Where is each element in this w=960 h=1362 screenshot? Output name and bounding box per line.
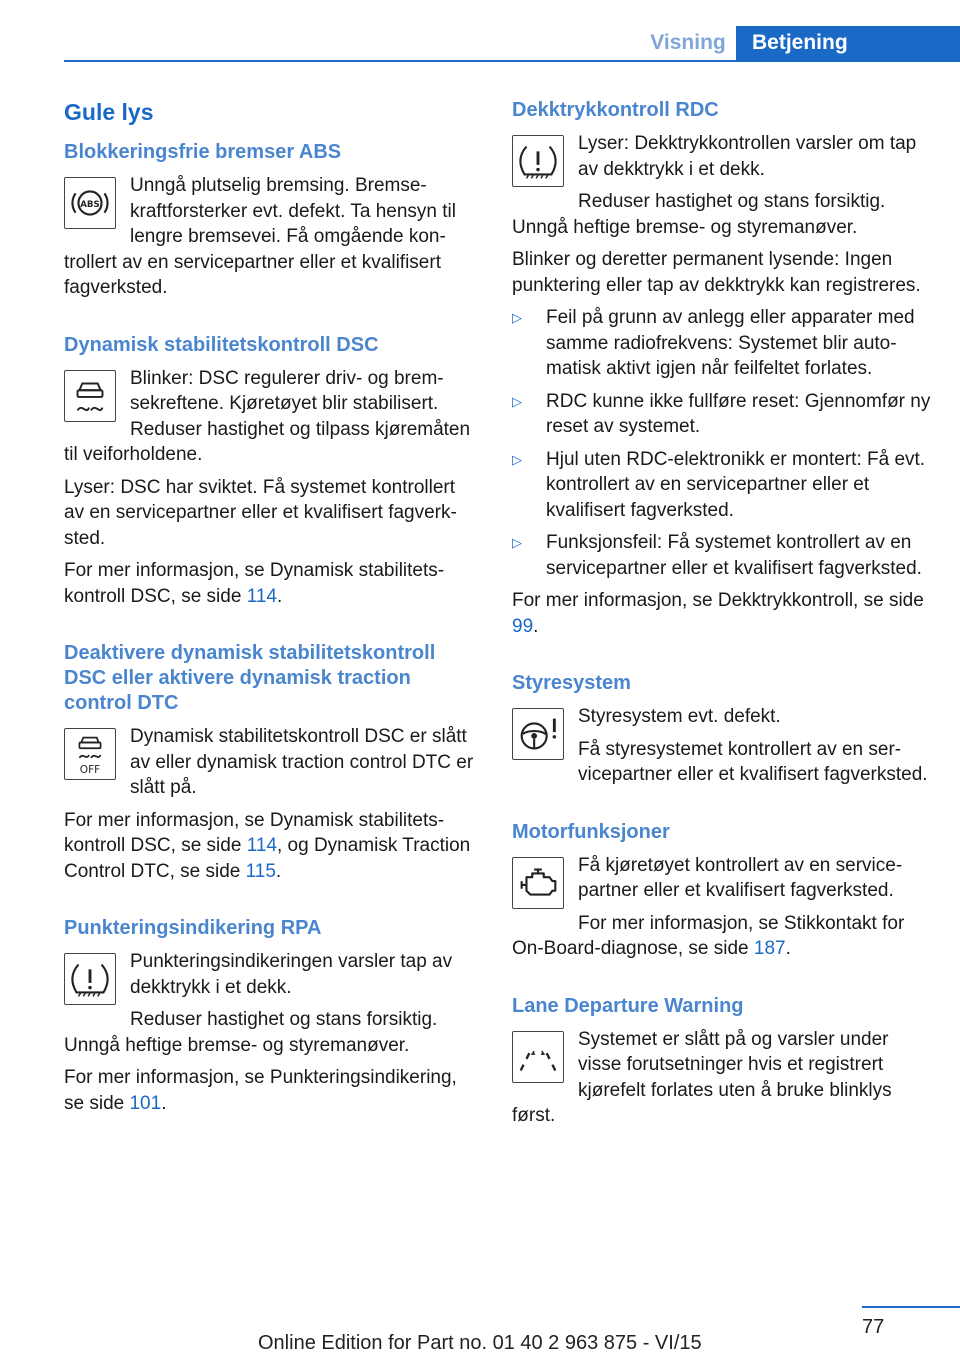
rpa-text-2: Reduser hastighet og stans forsiktig. Unngå heftige bremse- og styremanøver.	[64, 1009, 438, 1056]
list-item-text: Feil på grunn av anlegg eller apparater med samme radiofrekvens: Systemet blir automatisk aktivt igjen når feilfeltet forlates.	[546, 307, 915, 379]
abs-warning-icon	[64, 177, 116, 229]
rdc-block	[512, 98, 932, 639]
steering-title: Styresystem	[512, 672, 631, 694]
dsc-car-skid-icon	[64, 370, 116, 422]
list-item	[512, 389, 932, 440]
dsc-title: Dynamisk stabilitetskontroll DSC	[64, 333, 379, 356]
rpa-page-link[interactable]: 101	[129, 1092, 162, 1114]
list-item-text: Funksjonsfeil: Få systemet kontrollert av en servicepartner eller et kvalifisert fagverksted.	[546, 532, 922, 579]
dsc-page-link[interactable]: 114	[246, 585, 277, 607]
svg-text:ABS: ABS	[80, 199, 100, 210]
dsc-off-text-2-mid: , og Dynamisk Traction Control DTC, se side	[64, 835, 471, 882]
rdc-text-4-pre: For mer informasjon, se Dekktrykkontroll, se side	[512, 590, 924, 611]
list-item-text: RDC kunne ikke fullføre reset: Gjennomfør ny reset av systemet.	[546, 390, 931, 437]
dsc-text-3-post: .	[276, 585, 283, 607]
tire-pressure-warning-icon	[64, 953, 116, 1005]
steering-text-1: Styresystem evt. defekt.	[578, 706, 781, 727]
dsc-off-page-link-1[interactable]: 114	[246, 835, 277, 856]
dsc-off-text-2-post: .	[275, 860, 282, 882]
list-item	[512, 305, 932, 382]
steering-block	[512, 671, 932, 788]
rdc-page-link[interactable]: 99	[512, 615, 534, 637]
dsc-text-3	[64, 558, 480, 609]
left-column	[64, 98, 480, 1148]
dsc-off-block	[64, 641, 480, 884]
steering-text-2: Få styresystemet kontrollert av en servicepartner eller et kvalifisert fagverksted.	[578, 738, 928, 785]
header-rule	[64, 60, 960, 62]
list-item	[512, 447, 932, 524]
dsc-off-text-1: Dynamisk stabilitetskontroll DSC er slått av eller dynamisk traction control DTC er slått på.	[130, 726, 474, 798]
engine-text-2-post: .	[785, 938, 791, 959]
rpa-title: Punkteringsindikering RPA	[64, 917, 322, 939]
list-item-text: Hjul uten RDC-elektronikk er montert: Få evt. kontrollert av en servicepartner eller et kvalifisert fagverksted.	[546, 448, 926, 521]
triangle-bullet-icon: ▷	[512, 310, 522, 325]
rdc-tire-pressure-icon	[512, 135, 564, 187]
rdc-text-2: Reduser hastighet og stans forsiktig. Unngå heftige bremse- og styremanøver.	[512, 191, 886, 238]
dsc-off-text-2-pre: For mer informasjon, se Dynamisk stabilitetskontroll DSC, se side	[64, 809, 445, 856]
footer-rule	[862, 1306, 960, 1308]
rpa-text-3	[64, 1065, 480, 1116]
engine-text-2-pre: For mer informasjon, se Stikkontakt for On-Board-diagnose, se side	[512, 912, 905, 959]
engine-title: Motorfunksjoner	[512, 820, 670, 843]
abs-title: Blokkeringsfrie bremser ABS	[64, 141, 342, 163]
rdc-title: Dekktrykkontroll RDC	[512, 99, 719, 121]
dsc-text-3-pre: For mer informasjon, se Dynamisk stabilitetskontroll DSC, se side	[64, 560, 445, 607]
steering-wheel-warning-icon	[512, 708, 564, 760]
dsc-off-page-link-2[interactable]: 115	[245, 860, 276, 882]
rdc-text-4-post: .	[533, 615, 539, 637]
check-engine-icon	[512, 857, 564, 909]
ldw-title: Lane Departure Warning	[512, 994, 744, 1017]
abs-block	[64, 140, 480, 301]
rdc-bullet-list	[512, 305, 932, 581]
header-tab-betjening[interactable]: Betjening	[736, 26, 960, 60]
svg-text:OFF: OFF	[79, 764, 101, 777]
triangle-bullet-icon: ▷	[512, 535, 522, 550]
dsc-text-1: Blinker: DSC regulerer driv- og bremsekreftene. Kjøretøyet blir stabilisert. Reduser hastighet og tilpass kjøremåten til veiforholdene.	[64, 367, 471, 465]
list-item	[512, 530, 932, 581]
dsc-off-icon	[64, 728, 116, 780]
triangle-bullet-icon: ▷	[512, 451, 522, 467]
rdc-text-3: Blinker og deretter permanent lysende: Ingen punktering eller tap av dekktrykk kan registreres.	[512, 249, 921, 296]
rpa-block	[64, 916, 480, 1116]
abs-text: Unngå plutselig bremsing. Bremsekraftforsterker evt. defekt. Ta hensyn til lengre bremsevei. Få omgående kontrollert av en servicepartner eller et kvalifisert fagverksted.	[64, 175, 456, 298]
rdc-text-1: Lyser: Dekktrykkontrollen varsler om tap av dekktrykk i et dekk.	[578, 133, 917, 180]
dsc-text-2: Lyser: DSC har sviktet. Få systemet kontrollert av en servicepartner eller et kvalifisert fagverksted.	[64, 476, 457, 549]
ldw-block	[512, 994, 932, 1129]
header-tab-visning[interactable]: Visning	[650, 31, 726, 54]
right-column	[512, 98, 932, 1161]
rpa-text-3-pre: For mer informasjon, se Punkteringsindikering, se side	[64, 1067, 457, 1114]
engine-text-1: Få kjøretøyet kontrollert av en servicepartner eller et kvalifisert fagverksted.	[578, 854, 903, 901]
rpa-text-3-post: .	[161, 1092, 167, 1114]
footer-edition-text: Online Edition for Part no. 01 40 2 963 875 - VI/15	[258, 1332, 702, 1354]
dsc-off-title: Deaktivere dynamisk stabilitetskontroll DSC eller aktivere dynamisk traction control DTC	[64, 642, 436, 714]
triangle-bullet-icon: ▷	[512, 393, 522, 409]
rpa-text-1: Punkteringsindikeringen varsler tap av dekktrykk i et dekk.	[130, 951, 453, 998]
section-heading-gule-lys: Gule lys	[64, 99, 154, 125]
engine-block	[512, 820, 932, 962]
engine-text-2	[512, 911, 932, 962]
ldw-text-1: Systemet er slått på og varsler under visse forutsetninger hvis et registrert kjørefelt forlates uten å bruke blinklys først.	[512, 1028, 892, 1126]
rdc-text-4	[512, 588, 932, 639]
lane-departure-icon	[512, 1031, 564, 1083]
engine-page-link[interactable]: 187	[753, 938, 786, 959]
dsc-block	[64, 333, 480, 610]
page-number: 77	[862, 1316, 885, 1338]
dsc-off-text-2	[64, 808, 480, 885]
